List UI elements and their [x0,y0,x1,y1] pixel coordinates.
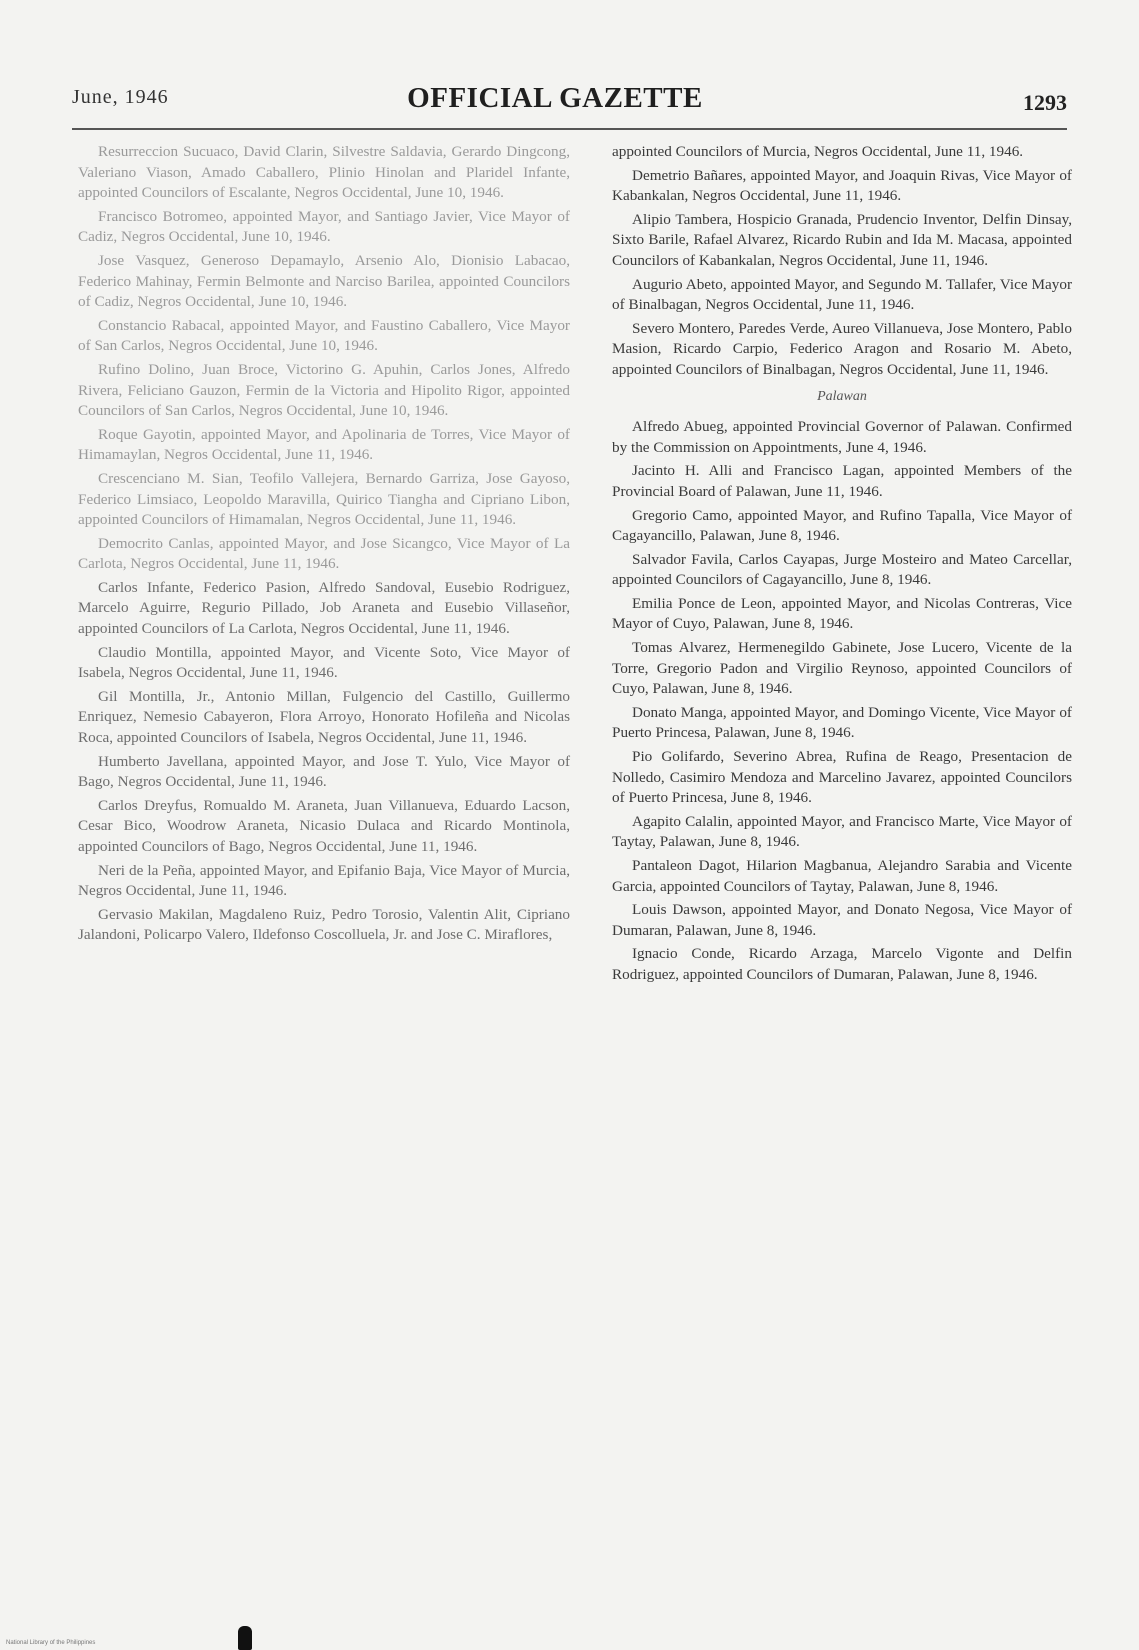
ink-blot [238,1626,252,1650]
appointment-paragraph: Gervasio Makilan, Magdaleno Ruiz, Pedro Torosio, Valentin Alit, Cipriano Jalandoni, Policarpo Valero, Ildefonso Coscolluela, Jr. and Jose C. Miraflores, [78,905,570,944]
appointment-paragraph: Emilia Ponce de Leon, appointed Mayor, and Nicolas Contreras, Vice Mayor of Cuyo, Palawan, June 8, 1946. [612,594,1072,633]
appointment-paragraph: appointed Councilors of Murcia, Negros Occidental, June 11, 1946. [612,143,1024,160]
appointment-paragraph: Gregorio Camo, appointed Mayor, and Rufino Tapalla, Vice Mayor of Cagayancillo, Palawan, June 8, 1946. [612,506,1072,545]
appointment-paragraph: Crescenciano M. Sian, Teofilo Vallejera, Bernardo Garriza, Jose Gayoso, Federico Limsiaco, Leopoldo Maravilla, Quirico Tiangha and Cipriano Libon, appointed Councilors of Himamalan, Negros Occidental, June 11, 1946. [78,469,570,529]
appointment-paragraph: Alipio Tambera, Hospicio Granada, Prudencio Inventor, Delfin Dinsay, Sixto Barile, Rafael Alvarez, Ricardo Rubin and Ida M. Macasa, appointed Councilors of Kabankalan, Negros Occidental, June 11, 1946. [612,210,1072,269]
left-column [78,142,570,949]
appointment-paragraph: Claudio Montilla, appointed Mayor, and Vicente Soto, Vice Mayor of Isabela, Negros Occidental, June 11, 1946. [78,643,570,682]
appointment-paragraph: Roque Gayotin, appointed Mayor, and Apolinaria de Torres, Vice Mayor of Himamaylan, Negros Occidental, June 11, 1946. [78,425,570,464]
appointment-paragraph: Jose Vasquez, Generoso Depamaylo, Arsenio Alo, Dionisio Labacao, Federico Mahinay, Fermin Belmonte and Narciso Barilea, appointed Councilors of Cadiz, Negros Occidental, June 10, 1946. [78,251,570,311]
issue-date: June, 1946 [72,86,169,108]
appointment-paragraph: Salvador Favila, Carlos Cayapas, Jurge Mosteiro and Mateo Carcellar, appointed Councilors of Cagayancillo, June 8, 1946. [612,550,1072,589]
appointment-paragraph: Carlos Infante, Federico Pasion, Alfredo Sandoval, Eusebio Rodriguez, Marcelo Aguirre, Regurio Pillado, Job Araneta and Eusebio Villaseñor, appointed Councilors of La Carlota, Negros Occidental, June 11, 1946. [78,578,570,638]
appointment-paragraph: Louis Dawson, appointed Mayor, and Donato Negosa, Vice Mayor of Dumaran, Palawan, June 8, 1946. [612,901,1072,939]
appointment-paragraph: Gil Montilla, Jr., Antonio Millan, Fulgencio del Castillo, Guillermo Enriquez, Nemesio Cabayeron, Flora Arroyo, Honorato Hofileña and Nicolas Roca, appointed Councilors of Isabela, Negros Occidental, June 11, 1946. [78,687,570,747]
right-column [612,142,1072,989]
appointment-paragraph: Constancio Rabacal, appointed Mayor, and Faustino Caballero, Vice Mayor of San Carlos, Negros Occidental, June 10, 1946. [78,316,570,355]
page-number: 1293 [1023,90,1067,115]
header-rule [72,128,1067,130]
appointment-paragraph: Agapito Calalin, appointed Mayor, and Francisco Marte, Vice Mayor of Taytay, Palawan, June 8, 1946. [612,812,1072,851]
publication-title: OFFICIAL GAZETTE [407,82,703,114]
appointment-paragraph: Alfredo Abueg, appointed Provincial Governor of Palawan. Confirmed by the Commission on Appointments, June 4, 1946. [612,418,1072,456]
appointment-paragraph: Resurreccion Sucuaco, David Clarin, Silvestre Saldavia, Gerardo Dingcong, Valeriano Viason, Amado Caballero, Plinio Hinolan and Plaridel Infante, appointed Councilors of Escalante, Negros Occidental, June 10, 1946. [78,143,570,202]
appointment-paragraph: Jacinto H. Alli and Francisco Lagan, appointed Members of the Provincial Board of Palawan, June 11, 1946. [612,462,1072,500]
appointment-paragraph: Carlos Dreyfus, Romualdo M. Araneta, Juan Villanueva, Eduardo Lacson, Cesar Bico, Woodrow Araneta, Nicasio Dulaca and Ricardo Montinola, appointed Councilors of Bago, Negros Occidental, June 11, 1946. [78,796,570,855]
appointment-paragraph: Francisco Botromeo, appointed Mayor, and Santiago Javier, Vice Mayor of Cadiz, Negros Occidental, June 10, 1946. [78,207,570,246]
appointment-paragraph: Donato Manga, appointed Mayor, and Domingo Vicente, Vice Mayor of Puerto Princesa, Palawan, June 8, 1946. [612,703,1072,742]
appointment-paragraph: Democrito Canlas, appointed Mayor, and Jose Sicangco, Vice Mayor of La Carlota, Negros Occidental, June 11, 1946. [78,534,570,573]
section-heading-palawan: Palawan [817,388,867,404]
appointment-paragraph: Ignacio Conde, Ricardo Arzaga, Marcelo Vigonte and Delfin Rodriguez, appointed Councilors of Dumaran, Palawan, June 8, 1946. [612,945,1072,983]
scan-credit: National Library of the Philippines [6,1640,96,1646]
appointment-paragraph: Demetrio Bañares, appointed Mayor, and Joaquin Rivas, Vice Mayor of Kabankalan, Negros Occidental, June 11, 1946. [612,166,1072,205]
appointment-paragraph: Severo Montero, Paredes Verde, Aureo Villanueva, Jose Montero, Pablo Masion, Ricardo Carpio, Federico Aragon and Rosario M. Abeto, appointed Councilors of Binalbagan, Negros Occidental, June 11, 1946. [612,319,1072,378]
appointment-paragraph: Pio Golifardo, Severino Abrea, Rufina de Reago, Presentacion de Nolledo, Casimiro Mendoza and Marcelino Javarez, appointed Councilors of Puerto Princesa, June 8, 1946. [612,748,1072,807]
appointment-paragraph: Rufino Dolino, Juan Broce, Victorino G. Apuhin, Carlos Jones, Alfredo Rivera, Feliciano Gauzon, Fermin de la Victoria and Hipolito Rigor, appointed Councilors of San Carlos, Negros Occidental, June 10, 1946. [78,360,570,420]
appointment-paragraph: Pantaleon Dagot, Hilarion Magbanua, Alejandro Sarabia and Vicente Garcia, appointed Councilors of Taytay, Palawan, June 8, 1946. [612,857,1072,895]
appointment-paragraph: Humberto Javellana, appointed Mayor, and Jose T. Yulo, Vice Mayor of Bago, Negros Occidental, June 11, 1946. [78,752,570,791]
appointment-paragraph: Neri de la Peña, appointed Mayor, and Epifanio Baja, Vice Mayor of Murcia, Negros Occidental, June 11, 1946. [78,861,570,900]
appointment-paragraph: Tomas Alvarez, Hermenegildo Gabinete, Jose Lucero, Vicente de la Torre, Gregorio Padon and Virgilio Reynoso, appointed Councilors of Cuyo, Palawan, June 8, 1946. [612,639,1072,698]
appointment-paragraph: Augurio Abeto, appointed Mayor, and Segundo M. Tallafer, Vice Mayor of Binalbagan, Negros Occidental, June 11, 1946. [612,275,1072,314]
